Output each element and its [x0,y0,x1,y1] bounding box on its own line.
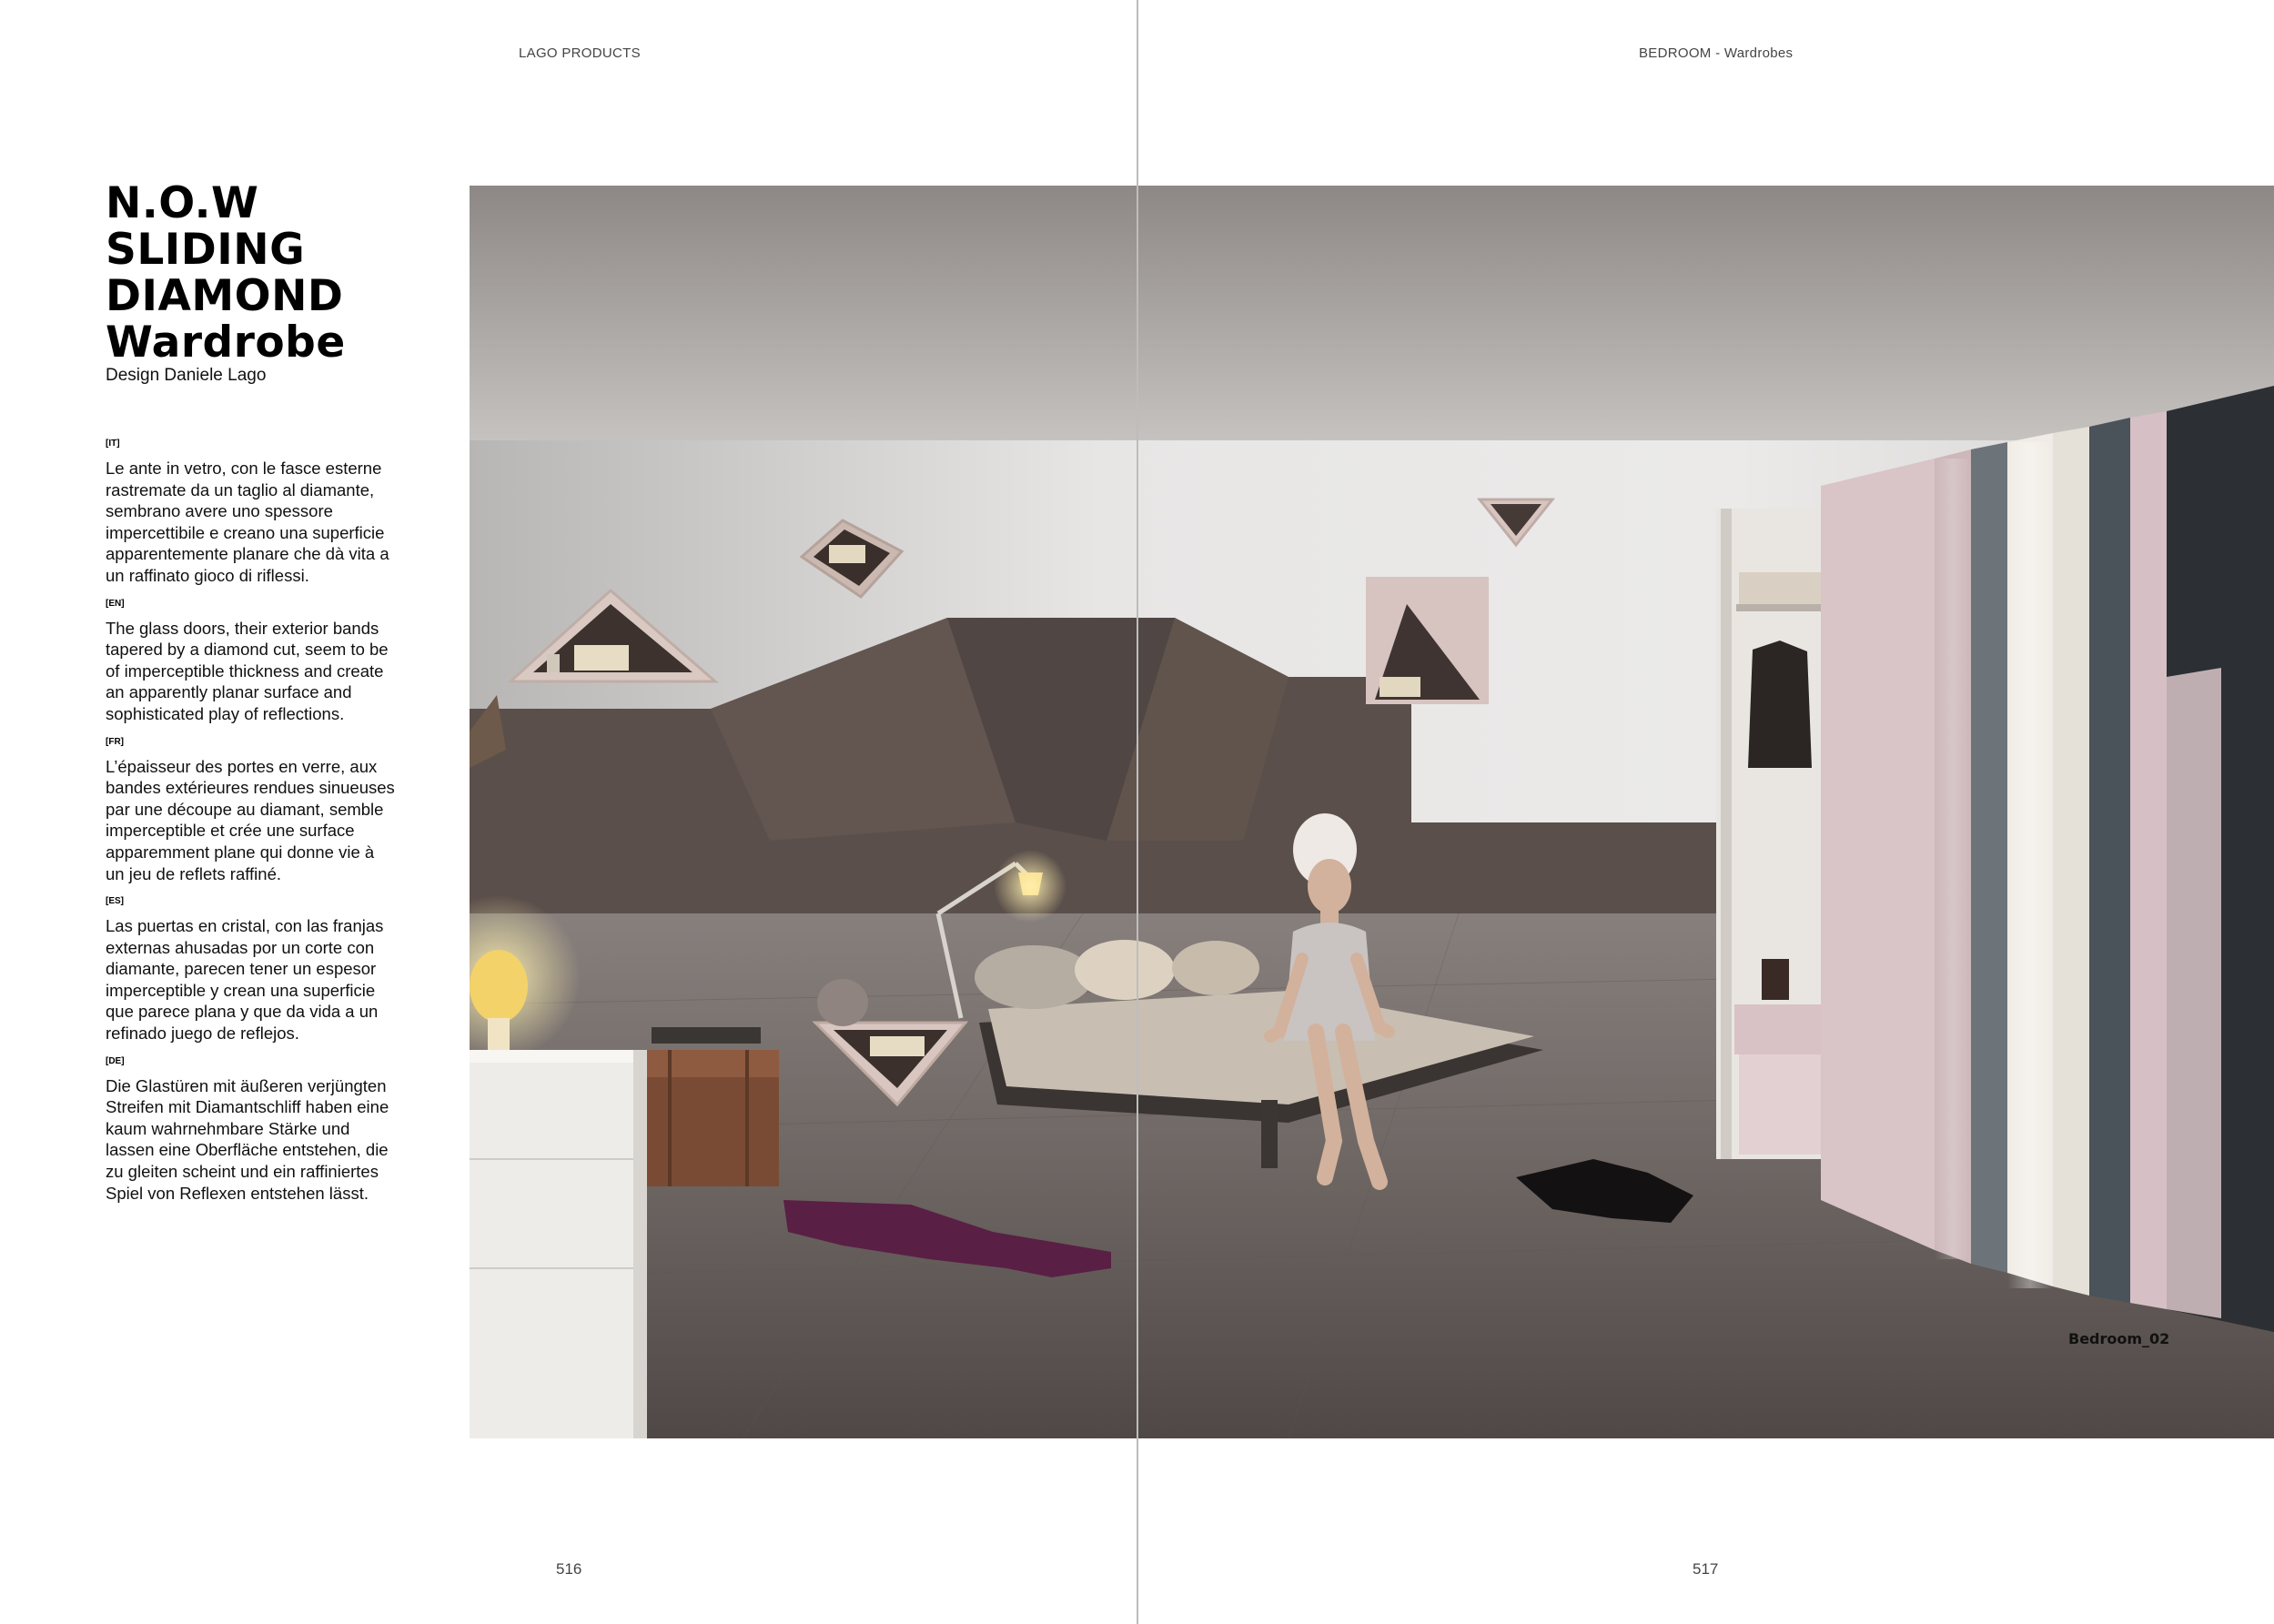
left-page-number: 516 [556,1560,582,1578]
title-line: SLIDING [106,225,306,275]
description-text: Las puertas en cristal, con las franjas externas ahusadas por un corte con diamante, parecen tener un espesor imperceptible y crean una superficie que parece plana y que da vida a un refinado juego de reflejos. [106,916,384,1044]
description-en [106,599,397,725]
description-es [106,896,397,1044]
language-tag: [ES] [106,896,124,907]
right-page-number: 517 [1693,1560,1719,1578]
description-de [106,1056,397,1205]
title-line: DIAMOND [106,271,344,321]
description-fr [106,737,397,885]
language-tag: [DE] [106,1055,125,1066]
description-text: Le ante in vetro, con le fasce esterne rastremate da un taglio al diamante, sembrano avere uno spessore impercettibile e creano una superficie apparentemente planare che dà vita a un raffinato gioco di riflessi. [106,459,389,585]
bedroom-photo [470,186,2274,1438]
description-text: L’épaisseur des portes en verre, aux bandes extérieures rendues sinueuses par une découpe au diamant, semble imperceptible et crée une surface apparemment plane qui donne vie à un jeu de reflets raffiné. [106,756,395,883]
language-tag: [FR] [106,736,124,747]
left-running-head: LAGO PRODUCTS [519,45,641,61]
bedroom-illustration [470,186,2274,1438]
title-line: N.O.W [106,178,259,228]
description-column [106,439,397,1215]
language-tag: [EN] [106,598,125,609]
description-it [106,439,397,587]
photo-caption: Bedroom_02 [2068,1330,2170,1347]
description-text: Die Glastüren mit äußeren verjüngten Streifen mit Diamantschliff haben eine kaum wahrnehmbare Stärke und lassen eine Oberfläche entstehen, die zu gleiten scheint und ein raffiniertes Spiel von Reflexen entstehen lässt. [106,1075,389,1203]
designer-credit: Design Daniele Lago [106,366,267,385]
product-title [106,180,346,366]
language-tag: [IT] [106,439,120,449]
title-line: Wardrobe [106,318,346,368]
description-text: The glass doors, their exterior bands tapered by a diamond cut, seem to be of imperceptible thickness and create an apparently planar surface and sophisticated play of reflections. [106,618,389,723]
right-running-head: BEDROOM - Wardrobes [1639,45,1794,61]
page-spine [1137,0,1138,1624]
